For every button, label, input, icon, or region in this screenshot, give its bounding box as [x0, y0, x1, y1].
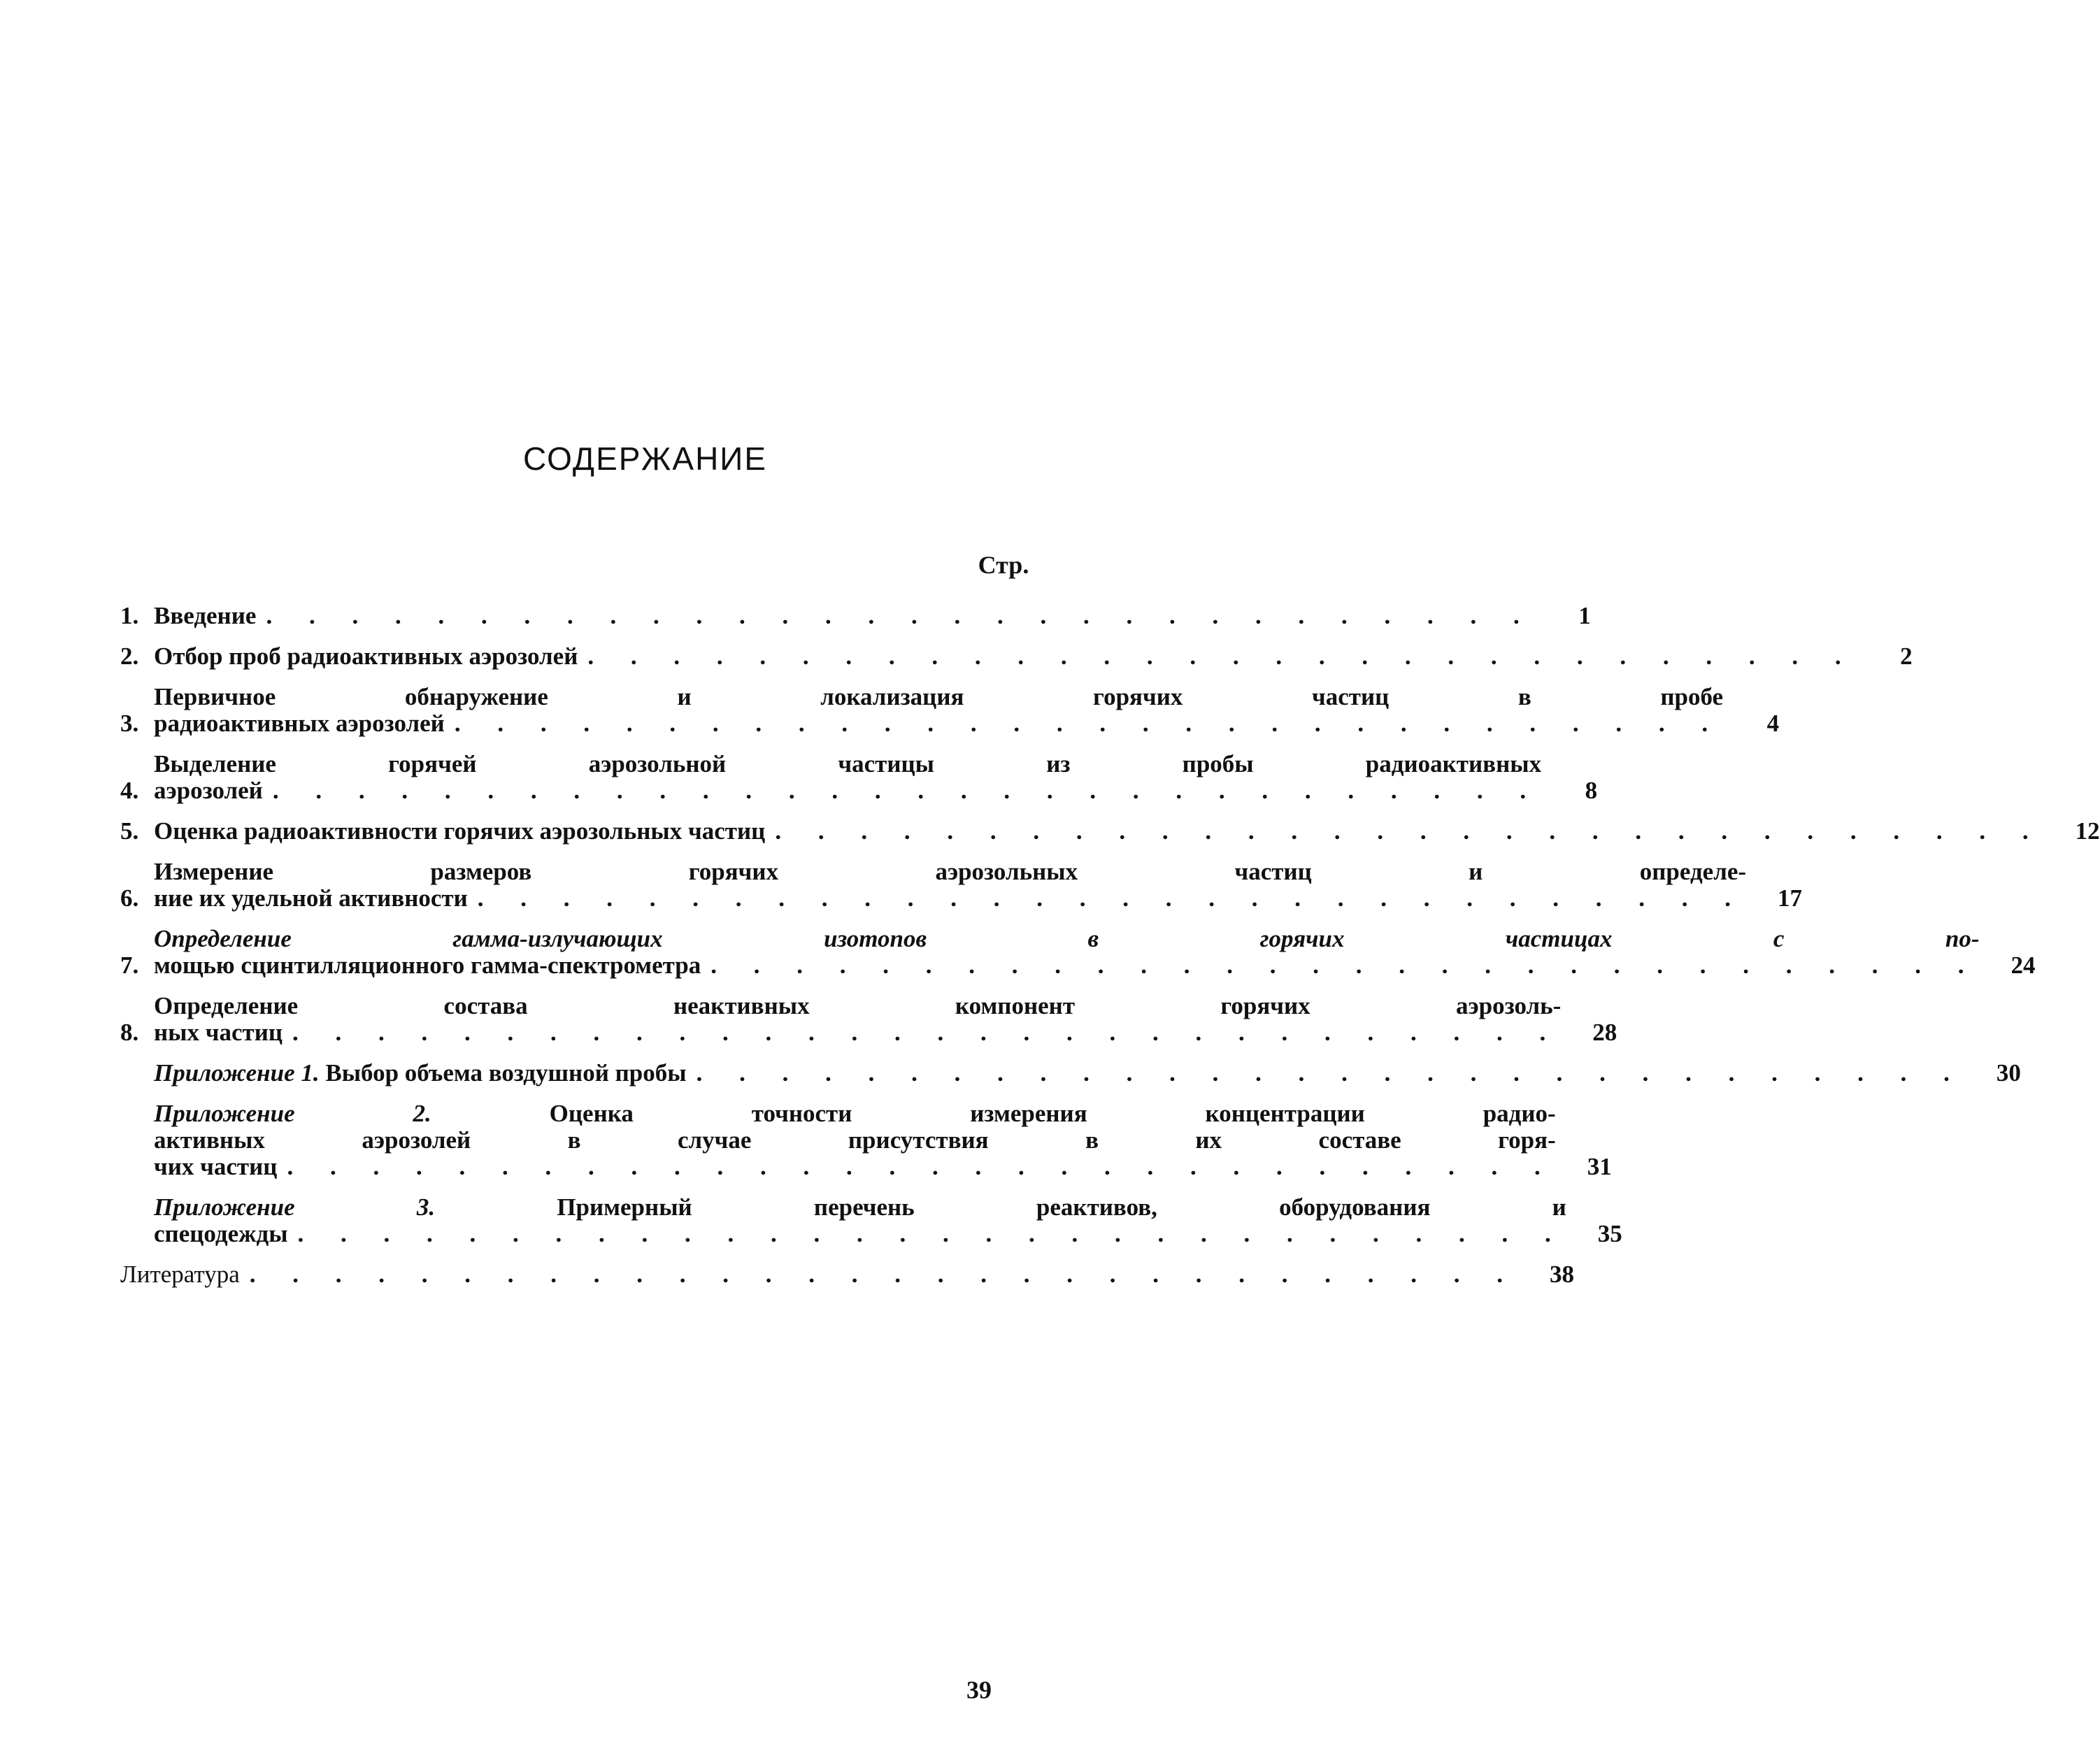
toc-page-number: 28	[1592, 1019, 1617, 1046]
toc-entry-introduction	[120, 602, 1591, 629]
table-of-contents	[120, 602, 2100, 1288]
dot-leader: . . . . . . . . . . . . . . . . . . . . . . . . . . . . . .	[587, 643, 1857, 670]
toc-entry-line: Выделение горячей аэрозольной частицы из пробы радиоактивных	[154, 750, 1542, 777]
toc-entry-text	[154, 993, 1561, 1046]
toc-entry-line: активных аэрозолей в случае присутствия в их составе горя-	[154, 1126, 1556, 1154]
toc-entry-line: радиоактивных аэрозолей	[154, 710, 445, 737]
toc-entry-line: спецодежды	[154, 1220, 288, 1247]
dot-leader: . . . . . . . . . . . . . . . . . . . . . . . . . . . . . .	[775, 817, 2044, 845]
toc-entry-text	[154, 859, 1746, 912]
toc-entry-line: ние их удельной активности	[154, 884, 468, 912]
toc-entry-number: 7.	[120, 952, 139, 979]
toc-entry-number: 1.	[120, 602, 139, 629]
dot-leader: . . . . . . . . . . . . . . . . . . . . . . . . . . . . . .	[454, 710, 1724, 737]
toc-entry-text	[120, 1194, 1566, 1247]
toc-entry-appendix-1	[120, 1059, 2021, 1087]
toc-page-number: 31	[1587, 1153, 1612, 1180]
toc-entry-line: Выбор объема воздушной пробы	[325, 1059, 687, 1087]
toc-entry-appendix-3	[120, 1193, 1622, 1247]
toc-entry-size-measurement	[120, 858, 1803, 912]
toc-entry-text	[154, 603, 1535, 629]
page-column-label: Стр.	[978, 551, 1029, 579]
toc-entry-text	[120, 1100, 1556, 1180]
dot-leader: . . . . . . . . . . . . . . . . . . . . . . . . . . . . . .	[272, 777, 1542, 804]
page-title: СОДЕРЖАНИЕ	[522, 440, 768, 477]
dot-leader: . . . . . . . . . . . . . . . . . . . . . . . . . . . . . .	[287, 1153, 1556, 1180]
toc-entry-text	[120, 1060, 1965, 1087]
toc-entry-sampling	[120, 643, 1913, 670]
toc-entry-text	[154, 751, 1541, 804]
toc-page-number: 35	[1597, 1220, 1622, 1247]
dot-leader: . . . . . . . . . . . . . . . . . . . . . . . . . . . . . .	[696, 1059, 1965, 1087]
toc-entry-appendix-2	[120, 1100, 1612, 1180]
toc-entry-line: Определение гамма-излучающих изотопов в горячих частицах с по-	[154, 925, 1980, 952]
toc-entry-text	[120, 1261, 1518, 1288]
dot-leader: . . . . . . . . . . . . . . . . . . . . . . . . . . . . . .	[297, 1220, 1566, 1247]
toc-entry-radioactivity	[120, 817, 2100, 845]
toc-entry-line: Отбор проб радиоактивных аэрозолей	[154, 643, 578, 670]
appendix-label: Приложение 3.	[154, 1193, 436, 1221]
toc-entry-text	[154, 926, 1980, 979]
toc-entry-number: 6.	[120, 884, 139, 912]
toc-entry-line: Литература	[120, 1261, 240, 1288]
toc-entry-number: 5.	[120, 817, 139, 845]
toc-entry-line: Измерение размеров горячих аэрозольных частиц и определе-	[154, 858, 1747, 885]
toc-page-number: 12	[2075, 817, 2100, 845]
toc-page-number: 38	[1550, 1261, 1575, 1288]
toc-entry-line: Оценка точности измерения концентрации радио-	[549, 1100, 1556, 1127]
toc-entry-text	[154, 818, 2044, 845]
toc-entry-line: Введение	[154, 602, 257, 629]
toc-entry-line: чих частиц	[154, 1153, 278, 1180]
toc-page-number: 24	[2010, 952, 2036, 979]
toc-entry-line: мощью сцинтилляционного гамма-спектрометра	[154, 952, 701, 979]
toc-page-number: 17	[1778, 884, 1803, 912]
toc-entry-isolation	[120, 750, 1598, 804]
dot-leader: . . . . . . . . . . . . . . . . . . . . . . . . . . . . . .	[266, 602, 1535, 629]
dot-leader: . . . . . . . . . . . . . . . . . . . . . . . . . . . . . .	[249, 1261, 1519, 1288]
dot-leader: . . . . . . . . . . . . . . . . . . . . . . . . . . . . . .	[292, 1019, 1562, 1046]
toc-page-number: 4	[1766, 710, 1780, 737]
toc-entry-line: аэрозолей	[154, 777, 263, 804]
toc-entry-text	[154, 643, 1857, 670]
toc-entry-line: Определение состава неактивных компонент горячих аэрозоль-	[154, 992, 1562, 1019]
toc-entry-inactive-components	[120, 992, 1617, 1046]
toc-entry-line: Примерный перечень реактивов, оборудования и	[557, 1193, 1566, 1221]
page-folio-number: 39	[966, 1676, 992, 1704]
appendix-label: Приложение 1.	[154, 1059, 320, 1087]
toc-page-number: 2	[1900, 643, 1913, 670]
toc-entry-number: 4.	[120, 777, 139, 804]
toc-entry-detection	[120, 683, 1780, 737]
dot-leader: . . . . . . . . . . . . . . . . . . . . . . . . . . . . . .	[710, 952, 1980, 979]
toc-entry-number: 2.	[120, 643, 139, 670]
toc-entry-text	[154, 684, 1723, 737]
toc-page-number: 8	[1585, 777, 1598, 804]
toc-entry-number: 3.	[120, 710, 139, 737]
toc-entry-gamma-isotopes	[120, 925, 2036, 979]
toc-entry-number: 8.	[120, 1019, 139, 1046]
toc-page-number: 30	[1996, 1059, 2021, 1087]
toc-entry-line: Первичное обнаружение и локализация горячих частиц в пробе	[154, 683, 1724, 710]
appendix-label: Приложение 2.	[154, 1100, 431, 1127]
toc-entry-line: ных частиц	[154, 1019, 283, 1046]
dot-leader: . . . . . . . . . . . . . . . . . . . . . . . . . . . . . .	[477, 884, 1747, 912]
toc-page-number: 1	[1578, 602, 1591, 629]
toc-entry-line: Оценка радиоактивности горячих аэрозольных частиц	[154, 817, 766, 845]
toc-entry-literature	[120, 1261, 1575, 1288]
